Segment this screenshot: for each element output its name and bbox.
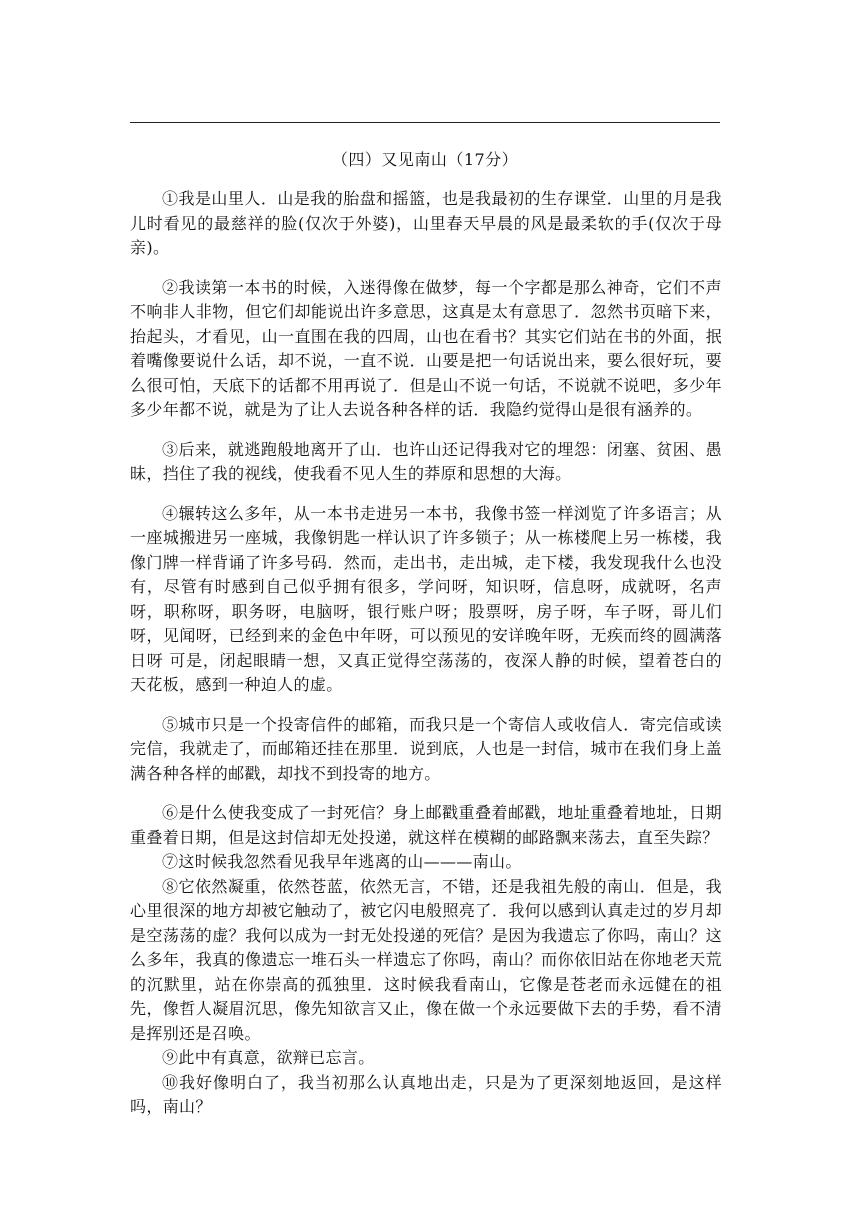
article-body bbox=[130, 187, 722, 1120]
paragraph-8: ⑧它依然凝重，依然苍蓝，依然无言，不错，还是我祖先般的南山．但是，我心里很深的地方却被它触动了，被它闪电般照亮了．我何以感到认真走过的岁月却是空荡荡的虚？我何以成为一封无处投递的死信？是因为我遗忘了你吗，南山？这么多年，我真的像遗忘一堆石头一样遗忘了你吗，南山？而你依旧站在你地老天荒的沉默里，站在你崇高的孤独里．这时候我看南山，它像是苍老而永远健在的祖先，像哲人凝眉沉思，像先知欲言又止，像在做一个永远要做下去的手势，看不清是挥别还是召唤。 bbox=[130, 876, 722, 1043]
paragraph-3: ③后来，就逃跑般地离开了山．也许山还记得我对它的埋怨：闭塞、贫困、愚昧，挡住了我的视线，使我看不见人生的莽原和思想的大海。 bbox=[130, 439, 722, 483]
paragraph-10: ⑩我好像明白了，我当初那么认真地出走，只是为了更深刻地返回，是这样吗，南山？ bbox=[130, 1072, 722, 1116]
paragraph-4: ④辗转这么多年，从一本书走进另一本书，我像书签一样浏览了许多语言；从一座城搬进另一座城，我像钥匙一样认识了许多锁子；从一栋楼爬上另一栋楼，我像门牌一样背诵了许多号码．然而，走出书，走出城，走下楼，我发现我什么也没有，尽管有时感到自己似乎拥有很多，学问呀，知识呀，信息呀，成就呀，名声呀，职称呀，职务呀，电脑呀，银行账户呀；股票呀，房子呀，车子呀，哥儿们呀，见闻呀，已经到来的金色中年呀，可以预见的安详晚年呀，无疾而终的圆满落日呀 可是，闭起眼睛一想，又真正觉得空荡荡的，夜深人静的时候，望着苍白的天花板，感到一种迫人的虚。 bbox=[130, 503, 722, 694]
paragraph-7: ⑦这时候我忽然看见我早年逃离的山———南山。 bbox=[162, 852, 522, 871]
paragraph-2: ②我读第一本书的时候，入迷得像在做梦，每一个字都是那么神奇，它们不声不响非人非物，但它们却能说出许多意思，这真是太有意思了．忽然书页暗下来，抬起头，才看见，山一直围在我的四周，山也在看书？其实它们站在书的外面，抿着嘴像要说什么话，却不说，一直不说．山要是把一句话说出来，要么很好玩，要么很可怕，天底下的话都不用再说了．但是山不说一句话，不说就不说吧，多少年多少年都不说，就是为了让人去说各种各样的话．我隐约觉得山是很有涵养的。 bbox=[130, 277, 722, 419]
section-title: （四）又见南山（17分） bbox=[331, 150, 519, 169]
paragraph-6: ⑥是什么使我变成了一封死信？身上邮戳重叠着邮戳，地址重叠着地址，日期重叠着日期，但是这封信却无处投递，就这样在模糊的邮路飘来荡去，直至失踪？ bbox=[130, 803, 722, 847]
paragraph-9: ⑨此中有真意，欲辩已忘言。 bbox=[162, 1048, 375, 1067]
paragraph-1: ①我是山里人．山是我的胎盘和摇篮，也是我最初的生存课堂．山里的月是我儿时看见的最慈祥的脸(仅次于外婆)，山里春天早晨的风是最柔软的手(仅次于母亲)。 bbox=[130, 189, 722, 257]
paragraph-5: ⑤城市只是一个投寄信件的邮箱，而我只是一个寄信人或收信人．寄完信或读完信，我就走了，而邮箱还挂在那里．说到底，人也是一封信，城市在我们身上盖满各种各样的邮戳，却找不到投寄的地方。 bbox=[130, 714, 722, 783]
header-rule bbox=[130, 122, 720, 123]
